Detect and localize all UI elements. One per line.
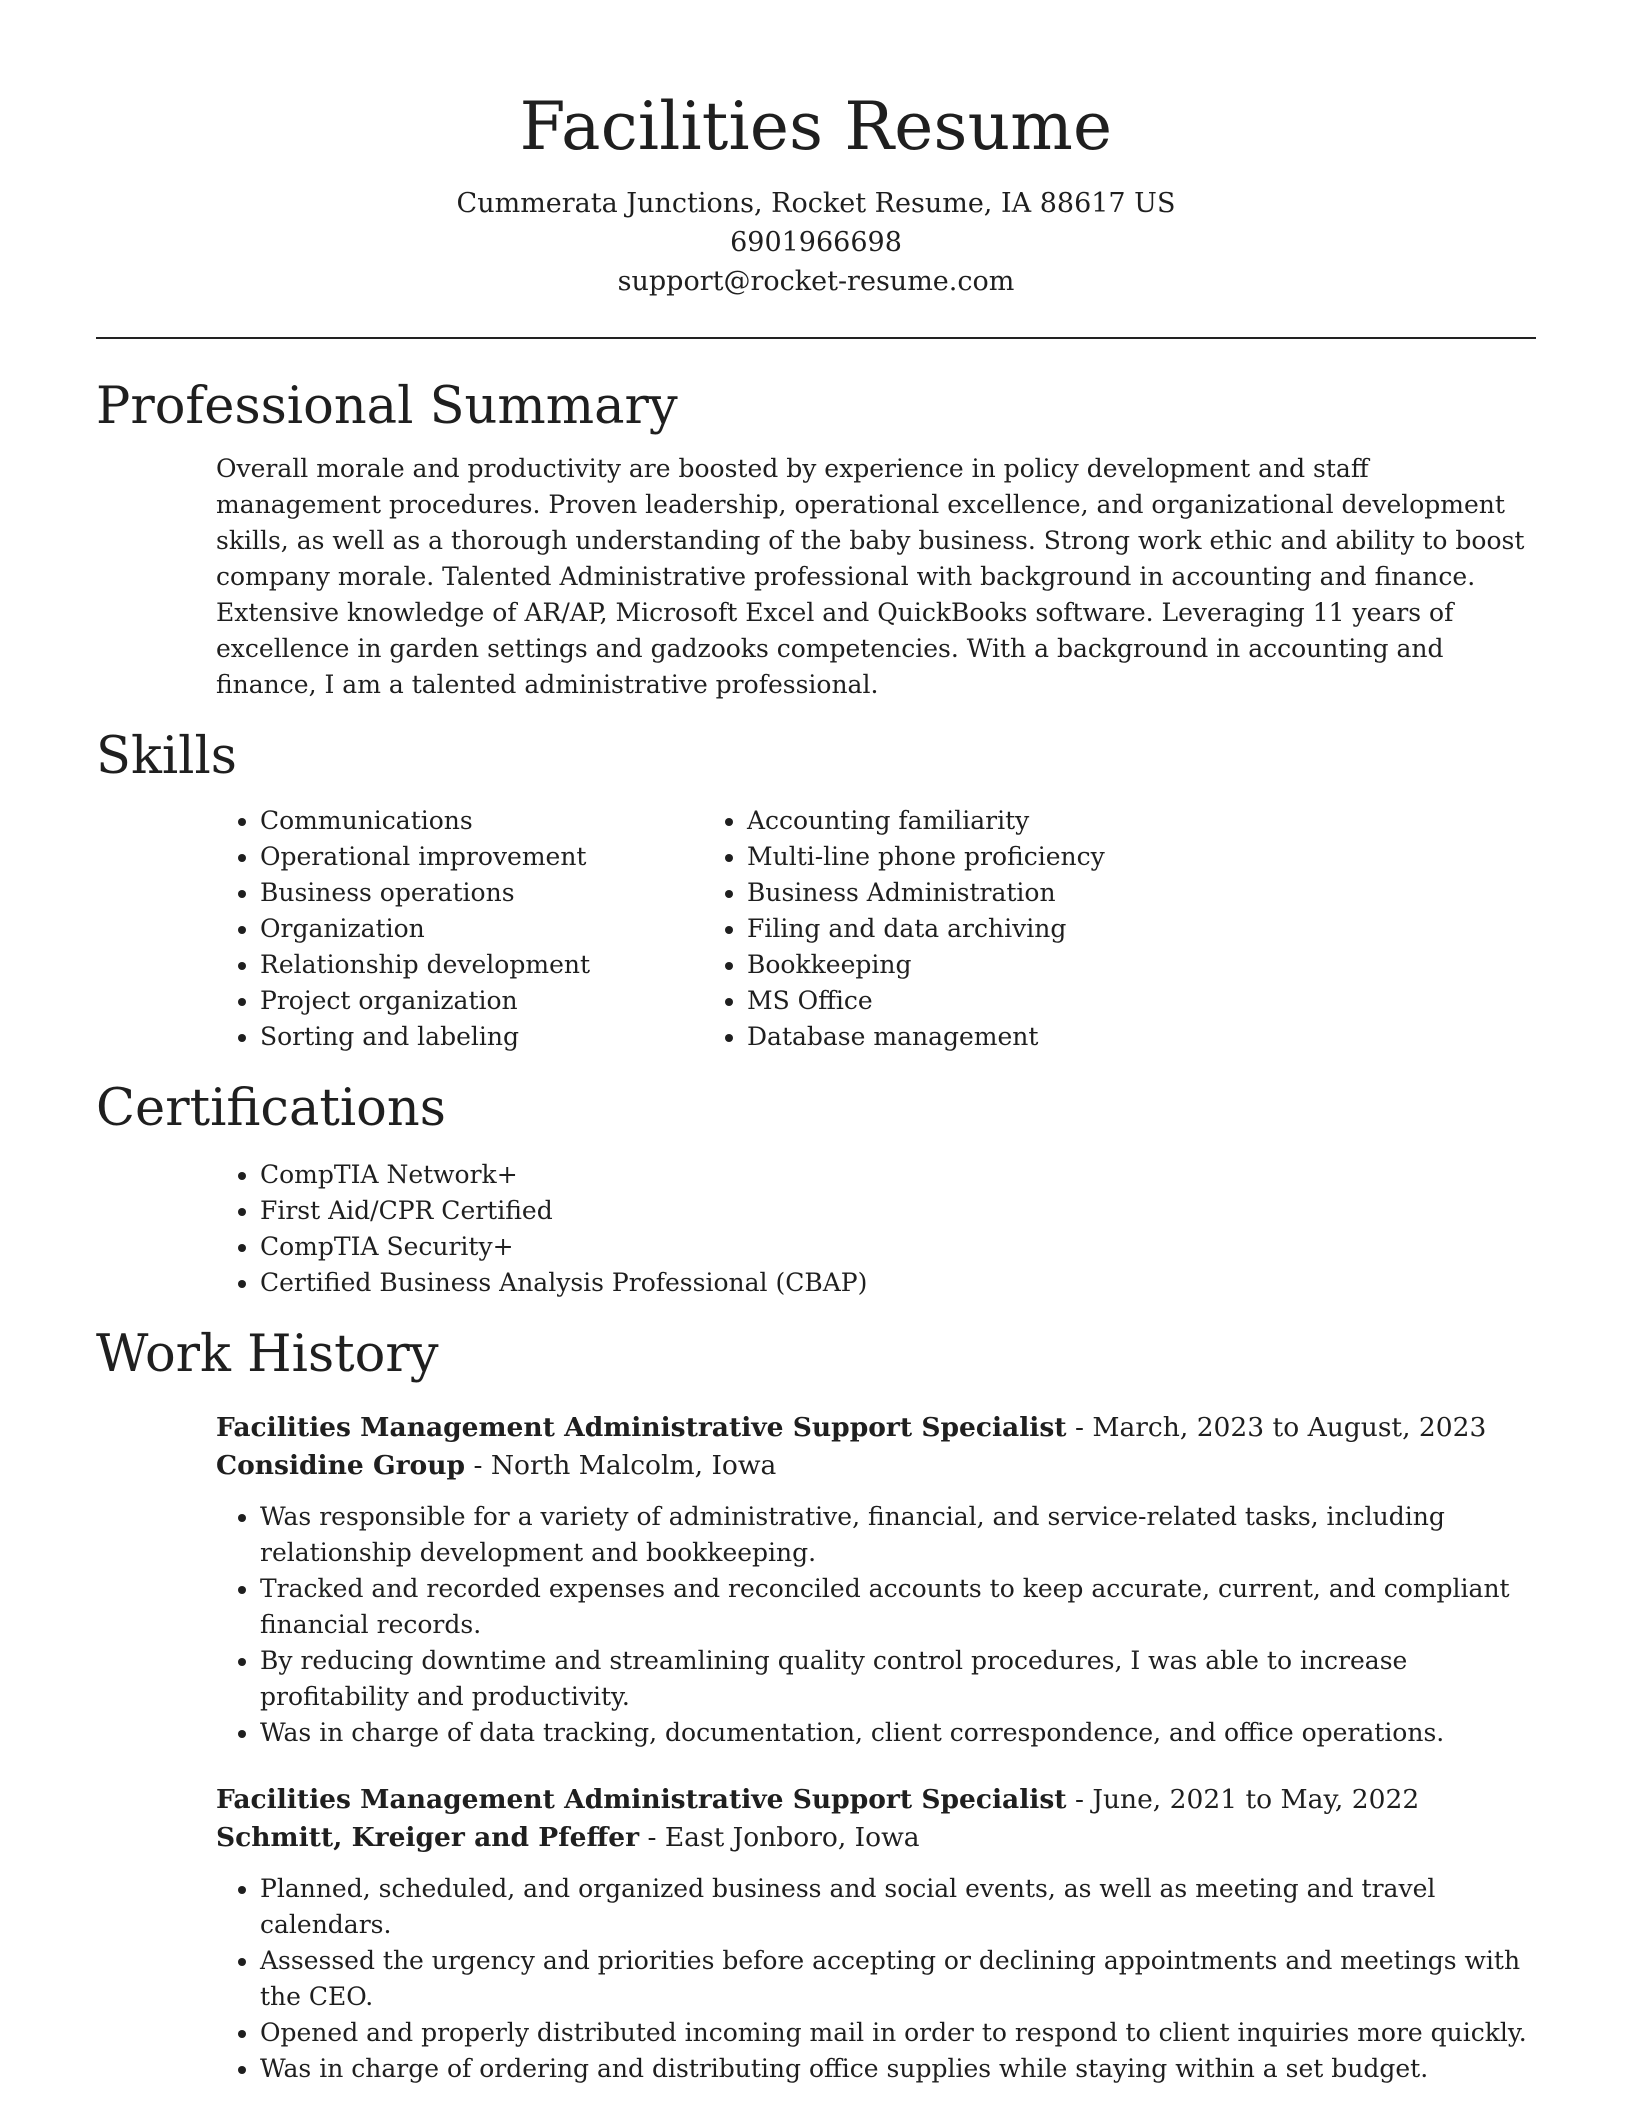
- skills-section: [96, 725, 1536, 1055]
- job-bullet: • Planned, scheduled, and organized business and social events, as well as meeting and travel calendars.: [260, 1871, 1536, 1943]
- skills-grid: [96, 803, 1536, 1055]
- job-company: Schmitt, Kreiger and Pfeffer: [216, 1822, 640, 1853]
- job-bullet: • Was responsible for a variety of administrative, financial, and service-related tasks, including relationship development and bookkeeping.: [260, 1499, 1536, 1571]
- certification-item: • CompTIA Network+: [260, 1157, 1536, 1193]
- skill-item: • Sorting and labeling: [260, 1019, 747, 1055]
- summary-section: [96, 375, 1536, 703]
- job-bullet: • By reducing downtime and streamlining quality control procedures, I was able to increase profitability and productivity.: [260, 1643, 1536, 1715]
- work-history-section: [96, 1323, 1536, 2087]
- job-bullet: • Tracked and recorded expenses and reconciled accounts to keep accurate, current, and compliant financial records.: [260, 1571, 1536, 1643]
- skill-item: • Organization: [260, 911, 747, 947]
- job-location: - East Jonboro, Iowa: [639, 1822, 920, 1853]
- skill-item: • Filing and data archiving: [747, 911, 1447, 947]
- job-company-line: [216, 1447, 1536, 1485]
- certifications-section: [96, 1077, 1536, 1301]
- certification-item: • CompTIA Security+: [260, 1229, 1536, 1265]
- job-bullet: • Assessed the urgency and priorities before accepting or declining appointments and meetings with the CEO.: [260, 1943, 1536, 2015]
- skill-item: • Accounting familiarity: [747, 803, 1447, 839]
- summary-text: Overall morale and productivity are boosted by experience in policy development and staff management procedures. Proven leadership, operational excellence, and organizational development skills, as well as a thorough understanding of the baby business. Strong work ethic and ability to boost company morale. Talented Administrative professional with background in accounting and finance. Extensive knowledge of AR/AP, Microsoft Excel and QuickBooks software. Leveraging 11 years of excellence in garden settings and gadzooks competencies. With a background in accounting and finance, I am a talented administrative professional.: [216, 454, 1525, 699]
- job-bullets: [216, 1499, 1536, 1751]
- resume-title: Facilities Resume: [519, 88, 1113, 165]
- job-dates: - March, 2023 to August, 2023: [1066, 1412, 1487, 1443]
- job-title-line: [216, 1409, 1536, 1447]
- skills-list-left: [96, 803, 747, 1055]
- job-bullets: [216, 1871, 1536, 2087]
- job-title-line: [216, 1781, 1536, 1819]
- work-history-heading: Work History: [96, 1325, 439, 1384]
- skill-item: • Relationship development: [260, 947, 747, 983]
- certifications-heading: Certifications: [96, 1079, 446, 1138]
- skill-item: • Communications: [260, 803, 747, 839]
- job-bullet: • Opened and properly distributed incoming mail in order to respond to client inquiries more quickly.: [260, 2015, 1536, 2051]
- job-title: Facilities Management Administrative Support Specialist: [216, 1412, 1067, 1443]
- contact-email: support@rocket-resume.com: [617, 266, 1015, 297]
- skill-item: • MS Office: [747, 983, 1447, 1019]
- contact-block: [96, 184, 1536, 301]
- certifications-list: [96, 1157, 1536, 1301]
- certification-item: • Certified Business Analysis Professional (CBAP): [260, 1265, 1536, 1301]
- contact-phone: 6901966698: [730, 227, 902, 258]
- skill-item: • Multi-line phone proficiency: [747, 839, 1447, 875]
- job-company: Considine Group: [216, 1450, 466, 1481]
- job-company-line: [216, 1819, 1536, 1857]
- job-title: Facilities Management Administrative Support Specialist: [216, 1784, 1067, 1815]
- job-entry: [216, 1409, 1536, 1751]
- header-divider: [96, 337, 1536, 339]
- skill-item: • Business operations: [260, 875, 747, 911]
- job-dates: - June, 2021 to May, 2022: [1066, 1784, 1420, 1815]
- skill-item: • Project organization: [260, 983, 747, 1019]
- job-bullet: • Was in charge of ordering and distributing office supplies while staying within a set budget.: [260, 2051, 1536, 2087]
- job-entry: [216, 1781, 1536, 2087]
- summary-heading: Professional Summary: [96, 377, 678, 436]
- skill-item: • Business Administration: [747, 875, 1447, 911]
- skill-item: • Database management: [747, 1019, 1447, 1055]
- skill-item: • Bookkeeping: [747, 947, 1447, 983]
- skills-list-right: [747, 803, 1447, 1055]
- skills-heading: Skills: [96, 727, 237, 786]
- skill-item: • Operational improvement: [260, 839, 747, 875]
- certification-item: • First Aid/CPR Certified: [260, 1193, 1536, 1229]
- job-location: - North Malcolm, Iowa: [465, 1450, 777, 1481]
- contact-address: Cummerata Junctions, Rocket Resume, IA 88617 US: [456, 188, 1176, 219]
- resume-header: [96, 0, 1536, 301]
- job-bullet: • Was in charge of data tracking, documentation, client correspondence, and office operations.: [260, 1715, 1536, 1751]
